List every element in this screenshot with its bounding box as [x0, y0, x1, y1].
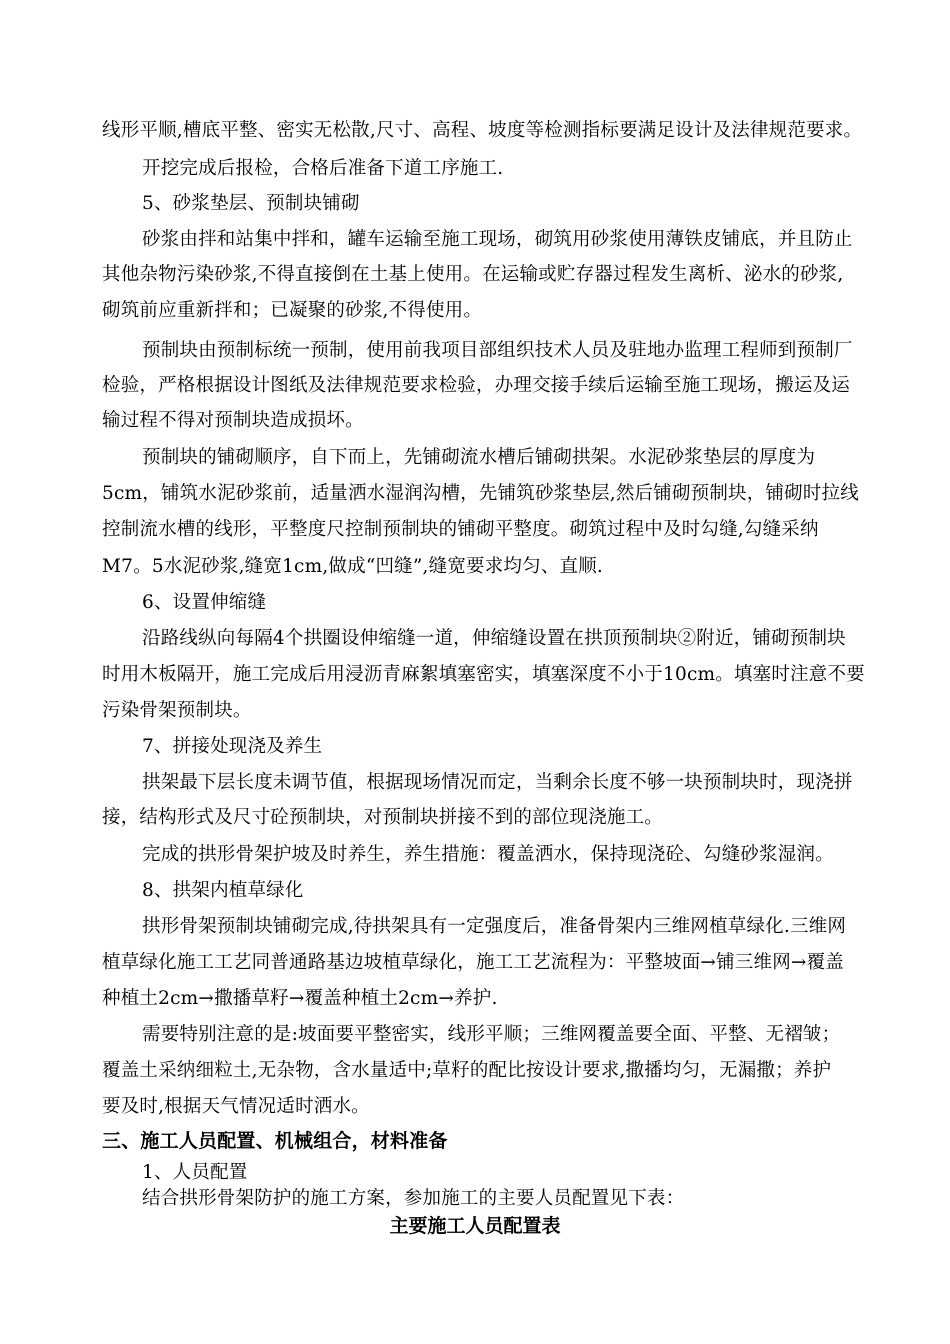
subsection-heading: 5、砂浆垫层、预制块铺砌 — [142, 193, 360, 214]
paragraph-line: 时用木板隔开，施工完成后用浸沥青麻絮填塞密实，填塞深度不小于10cm。填塞时注意不要 — [102, 664, 865, 685]
paragraph-line: 5cm，铺筑水泥砂浆前，适量洒水湿润沟槽，先铺筑砂浆垫层,然后铺砌预制块，铺砌时拉线 — [102, 483, 859, 504]
paragraph-line: 预制块由预制标统一预制，使用前我项目部组织技术人员及驻地办监理工程师到预制厂 — [142, 340, 853, 361]
paragraph-line: 输过程不得对预制块造成损坏。 — [102, 410, 364, 431]
paragraph-line: 砌筑前应重新拌和；已凝聚的砂浆,不得使用。 — [102, 300, 483, 321]
paragraph-line: 覆盖土采纳细粒土,无杂物，含水量适中;草籽的配比按设计要求,撒播均匀，无漏撒；养护 — [102, 1060, 832, 1081]
paragraph-line: 控制流水槽的线形，平整度尺控制预制块的铺砌平整度。砌筑过程中及时勾缝,勾缝采纳 — [102, 519, 819, 540]
paragraph-line: 砂浆由拌和站集中拌和，罐车运输至施工现场，砌筑用砂浆使用薄铁皮铺底，并且防止 — [142, 229, 853, 250]
paragraph-line: 完成的拱形骨架护坡及时养生，养生措施：覆盖洒水，保持现浇砼、勾缝砂浆湿润。 — [142, 844, 834, 865]
paragraph-line: M7。5水泥砂浆,缝宽1cm,做成“凹缝”,缝宽要求均匀、直顺. — [102, 556, 603, 577]
subsection-heading: 1、人员配置 — [142, 1162, 248, 1183]
paragraph-line: 需要特别注意的是:坡面要平整密实，线形平顺；三维网覆盖要全面、平整、无褶皱； — [142, 1024, 841, 1045]
table-title: 主要施工人员配置表 — [389, 1215, 561, 1237]
paragraph-line: 要及时,根据天气情况适时洒水。 — [102, 1096, 370, 1117]
section-heading: 三、施工人员配置、机械组合，材料准备 — [102, 1130, 448, 1152]
paragraph-line: 拱形骨架预制块铺砌完成,待拱架具有一定强度后，准备骨架内三维网植草绿化.三维网 — [142, 916, 847, 937]
paragraph-line: 污染骨架预制块。 — [102, 700, 252, 721]
subsection-heading: 7、拼接处现浇及养生 — [142, 736, 323, 757]
subsection-heading: 8、拱架内植草绿化 — [142, 880, 304, 901]
paragraph-line: 预制块的铺砌顺序，自下而上，先铺砌流水槽后铺砌拱架。水泥砂浆垫层的厚度为 — [142, 447, 816, 468]
paragraph-line: 植草绿化施工工艺同普通路基边坡植草绿化，施工工艺流程为：平整坡面→铺三维网→覆盖 — [102, 952, 845, 973]
paragraph-line: 沿路线纵向每隔4个拱圈设伸缩缝一道，伸缩缝设置在拱顶预制块②附近，铺砌预制块 — [142, 628, 846, 649]
paragraph-line: 接，结构形式及尺寸砼预制块，对预制块拼接不到的部位现浇施工。 — [102, 807, 664, 828]
paragraph-line: 拱架最下层长度未调节值，根据现场情况而定，当剩余长度不够一块预制块时，现浇拼 — [142, 772, 853, 793]
paragraph-line: 结合拱形骨架防护的施工方案，参加施工的主要人员配置见下表： — [142, 1188, 685, 1209]
paragraph-line: 开挖完成后报检，合格后准备下道工序施工. — [142, 158, 504, 179]
paragraph-line: 线形平顺,槽底平整、密实无松散,尺寸、高程、坡度等检测指标要满足设计及法律规范要求。 — [102, 120, 863, 141]
paragraph-line: 种植土2cm→撒播草籽→覆盖种植土2cm→养护. — [102, 988, 498, 1009]
paragraph-line: 检验，严格根据设计图纸及法律规范要求检验，办理交接手续后运输至施工现场，搬运及运 — [102, 375, 851, 396]
subsection-heading: 6、设置伸缩缝 — [142, 592, 267, 613]
paragraph-line: 其他杂物污染砂浆,不得直接倒在土基上使用。在运输或贮存器过程发生离析、泌水的砂浆, — [102, 264, 844, 285]
